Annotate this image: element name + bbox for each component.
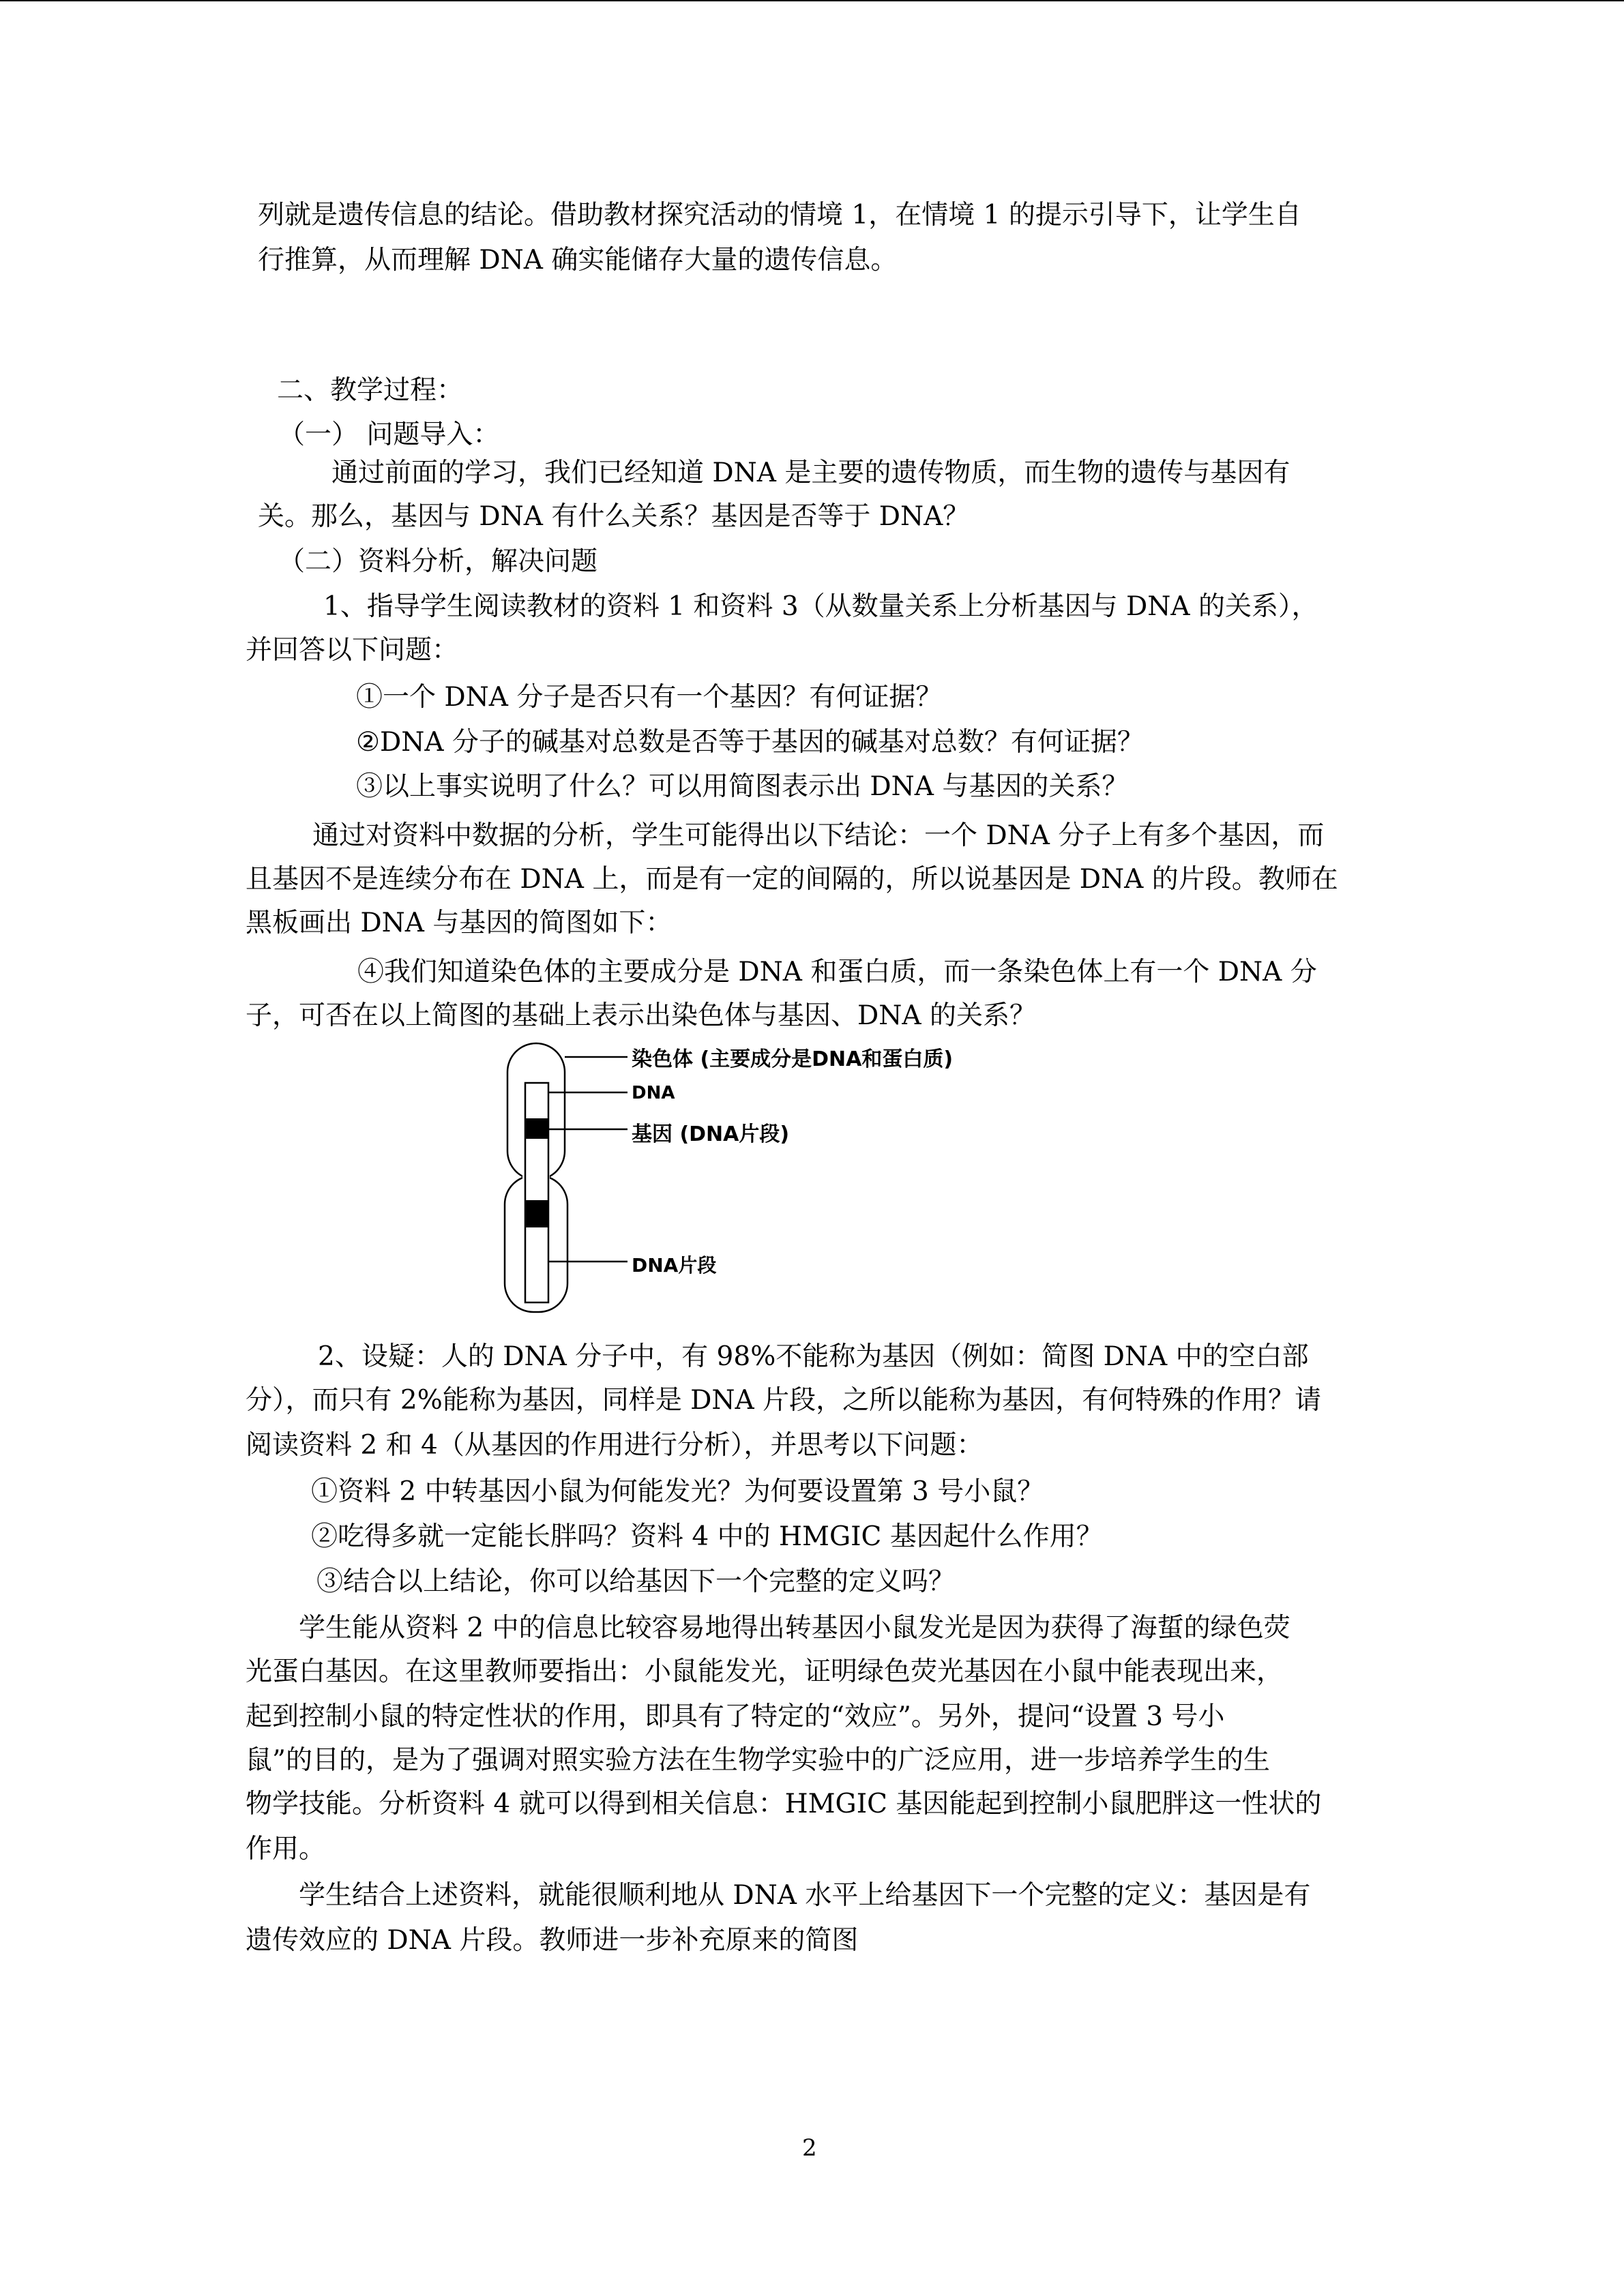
page-top-border	[0, 0, 1624, 1]
q1-item-d-line-1: ④我们知道染色体的主要成分是 DNA 和蛋白质，而一条染色体上有一个 DNA 分	[357, 957, 1317, 987]
answer-line-4: 鼠”的目的，是为了强调对照实验方法在生物学实验中的广泛应用，进一步培养学生的生	[246, 1745, 1270, 1776]
analysis-line-3: 黑板画出 DNA 与基因的简图如下：	[246, 908, 673, 938]
part1-line-1: 通过前面的学习，我们已经知道 DNA 是主要的遗传物质，而生物的遗传与基因有	[331, 458, 1290, 488]
q2-item-b: ②吃得多就一定能长胖吗？资料 4 中的 HMGIC 基因起什么作用？	[311, 1521, 1103, 1552]
q1-line-2: 并回答以下问题：	[246, 635, 459, 666]
page-number: 2	[802, 2134, 817, 2162]
q2-line-3: 阅读资料 2 和 4（从基因的作用进行分析），并思考以下问题：	[246, 1430, 984, 1461]
answer-line-6: 作用。	[246, 1834, 326, 1864]
part1-line-2: 关。那么，基因与 DNA 有什么关系？基因是否等于 DNA？	[258, 501, 970, 532]
q1-item-d-line-2: 子，可否在以上简图的基础上表示出染色体与基因、DNA 的关系？	[246, 1000, 1036, 1031]
analysis-line-1: 通过对资料中数据的分析，学生可能得出以下结论：一个 DNA 分子上有多个基因，而	[312, 820, 1325, 851]
part1-heading: （一） 问题导入：	[278, 419, 500, 450]
answer-line-5: 物学技能。分析资料 4 就可以得到相关信息：HMGIC 基因能起到控制小鼠肥胖这一性状的	[246, 1789, 1322, 1819]
q1-item-c: ③以上事实说明了什么？可以用简图表示出 DNA 与基因的关系？	[356, 771, 1129, 802]
answer-line-3: 起到控制小鼠的特定性状的作用，即具有了特定的“效应”。另外，提问“设置 3 号小	[246, 1701, 1225, 1732]
definition-line-1: 学生结合上述资料，就能很顺利地从 DNA 水平上给基因下一个完整的定义：基因是有	[299, 1880, 1311, 1911]
intro-line-1: 列就是遗传信息的结论。借助教材探究活动的情境 1，在情境 1 的提示引导下，让学生自	[258, 200, 1301, 230]
answer-line-2: 光蛋白基因。在这里教师要指出：小鼠能发光，证明绿色荧光基因在小鼠中能表现出来，	[246, 1656, 1284, 1687]
q2-item-a: ①资料 2 中转基因小鼠为何能发光？为何要设置第 3 号小鼠？	[311, 1476, 1044, 1507]
label-dna-fragment: DNA片段	[632, 1254, 717, 1277]
q2-line-1: 2、设疑：人的 DNA 分子中，有 98%不能称为基因（例如：简图 DNA 中的空白部	[318, 1341, 1309, 1372]
label-chromosome: 染色体 (主要成分是DNA和蛋白质)	[632, 1047, 954, 1071]
label-dna: DNA	[632, 1083, 675, 1103]
gene-segment-1	[525, 1118, 548, 1139]
analysis-line-2: 且基因不是连续分布在 DNA 上，而是有一定的间隔的，所以说基因是 DNA 的片段。教师在	[246, 864, 1338, 895]
answer-line-1: 学生能从资料 2 中的信息比较容易地得出转基因小鼠发光是因为获得了海蜇的绿色荧	[299, 1613, 1290, 1643]
chromosome-diagram	[498, 1042, 954, 1322]
section-heading: 二、教学过程：	[277, 375, 464, 406]
dna-strand	[525, 1083, 548, 1302]
q1-item-a: ①一个 DNA 分子是否只有一个基因？有何证据？	[356, 682, 943, 713]
q1-line-1: 1、指导学生阅读教材的资料 1 和资料 3（从数量关系上分析基因与 DNA 的关系），	[323, 591, 1318, 622]
intro-line-2: 行推算，从而理解 DNA 确实能储存大量的遗传信息。	[258, 245, 898, 275]
q2-item-c: ③结合以上结论，你可以给基因下一个完整的定义吗？	[316, 1566, 956, 1597]
part2-heading: （二）资料分析，解决问题	[278, 546, 598, 577]
gene-segment-2	[525, 1200, 548, 1227]
q2-line-2: 分），而只有 2%能称为基因，同样是 DNA 片段，之所以能称为基因，有何特殊的作用？请	[246, 1385, 1322, 1416]
q1-item-b: ②DNA 分子的碱基对总数是否等于基因的碱基对总数？有何证据？	[356, 727, 1144, 758]
definition-line-2: 遗传效应的 DNA 片段。教师进一步补充原来的简图	[246, 1925, 859, 1956]
label-gene: 基因 (DNA片段)	[632, 1122, 790, 1146]
